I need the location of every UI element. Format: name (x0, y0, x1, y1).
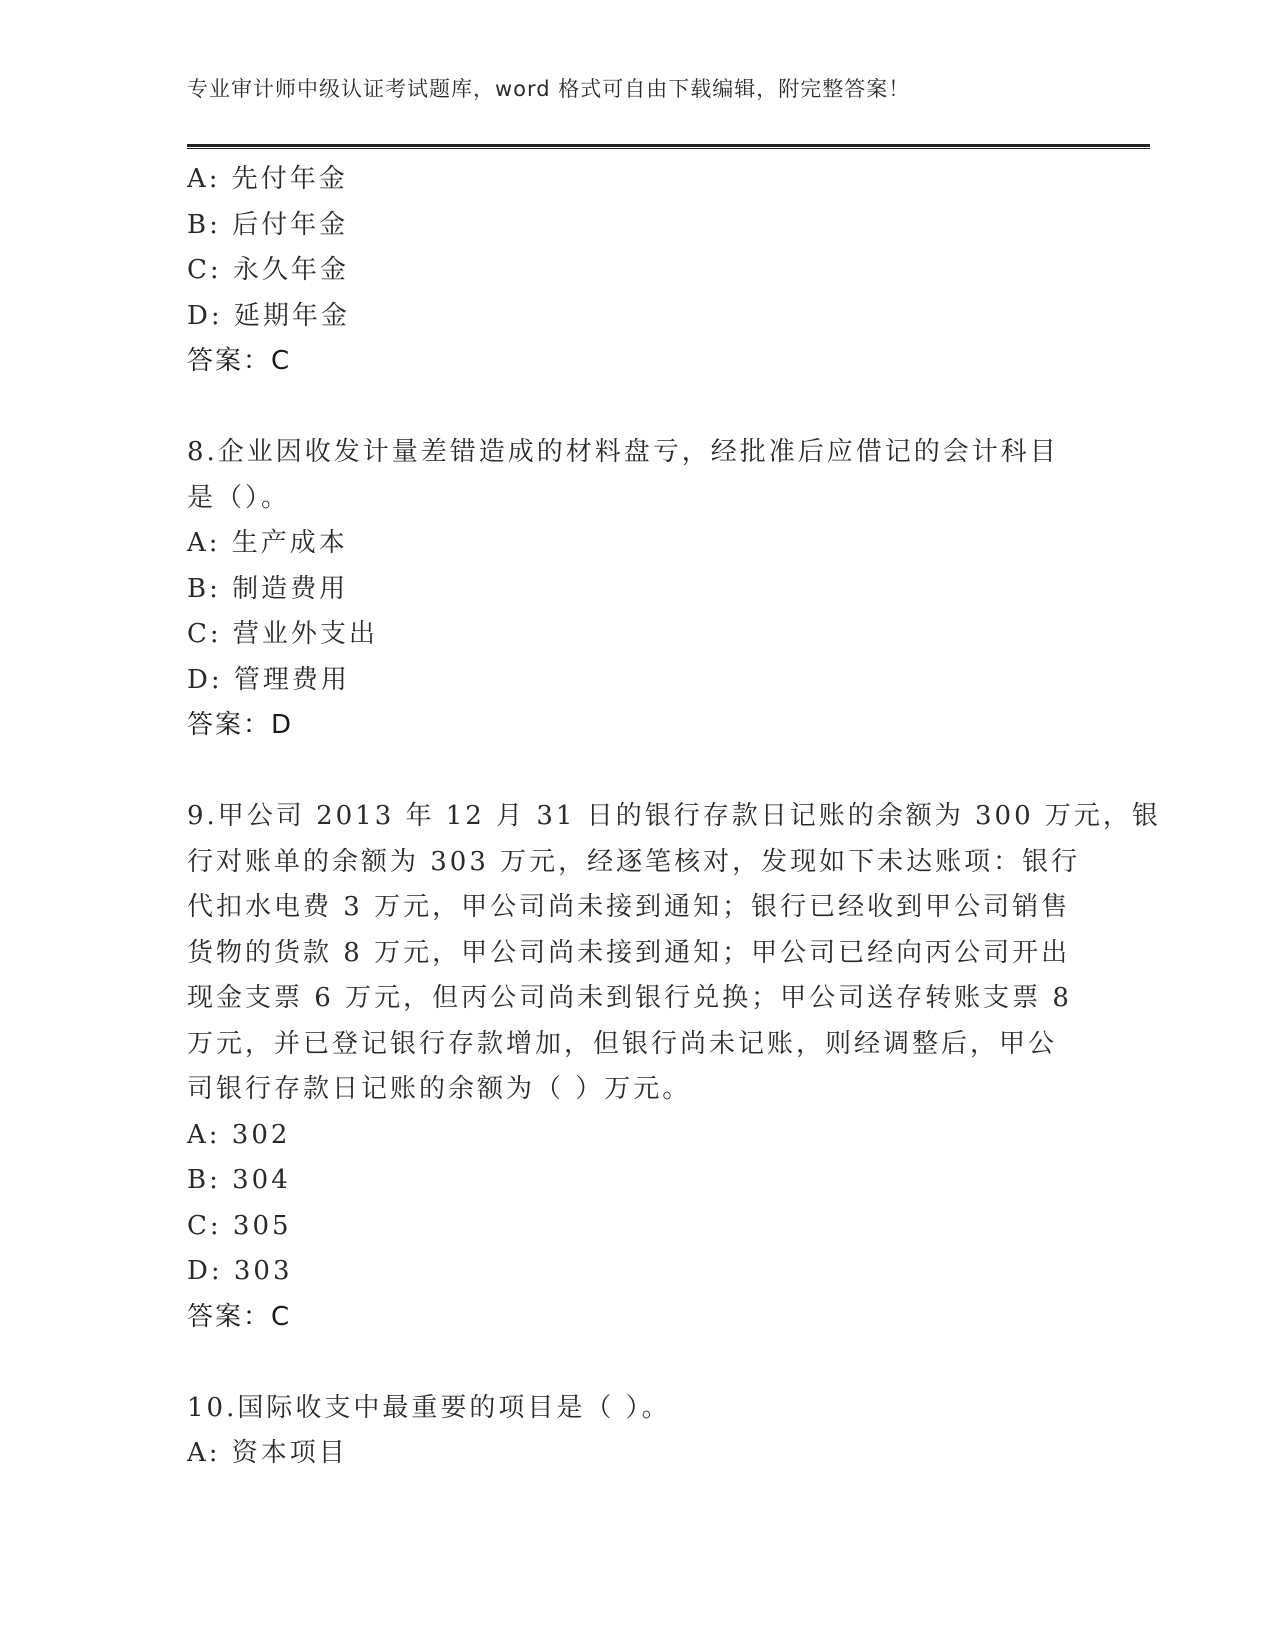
option-c: C: 永久年金 (187, 255, 349, 285)
option-a: A: 先付年金 (187, 164, 348, 194)
question-text-line: 10.国际收支中最重要的项目是（ ）。 (187, 1392, 671, 1423)
question-text-line: 现金支票 6 万元，但丙公司尚未到银行兑换；甲公司送存转账支票 8 (187, 983, 1072, 1013)
question-text-line: 万元，并已登记银行存款增加，但银行尚未记账，则经调整后，甲公 (187, 1028, 1058, 1059)
question-text-line: 9.甲公司 2013 年 12 月 31 日的银行存款日记账的余额为 300 万元，银 (187, 801, 1161, 831)
option-d: D: 管理费用 (187, 664, 350, 695)
header-divider (187, 144, 1150, 149)
spacer (187, 385, 1087, 431)
answer-line: 答案：C (187, 1301, 292, 1332)
question-text-line: 代扣水电费 3 万元，甲公司尚未接到通知；银行已经收到甲公司销售 (187, 892, 1071, 922)
answer-line: 答案：C (187, 346, 292, 376)
spacer (187, 1340, 1087, 1386)
question-text-line: 货物的货款 8 万元，甲公司尚未接到通知；甲公司已经向丙公司开出 (187, 937, 1071, 968)
option-d: D: 延期年金 (187, 300, 350, 331)
question-text-line: 行对账单的余额为 303 万元，经逐笔核对，发现如下未达账项：银行 (187, 846, 1081, 877)
question-content (187, 157, 1161, 1477)
option-b: B: 后付年金 (187, 209, 349, 240)
option-c: C: 营业外支出 (187, 619, 378, 649)
option-a: A: 资本项目 (187, 1438, 348, 1468)
option-a: A: 302 (187, 1119, 291, 1150)
option-a: A: 生产成本 (187, 528, 348, 558)
question-8 (187, 430, 1087, 749)
question-text-line: 司银行存款日记账的余额为（ ）万元。 (187, 1074, 692, 1104)
answer-line: 答案：D (187, 710, 294, 740)
option-b: B: 制造费用 (187, 573, 349, 604)
question-text-line: 是（）。 (187, 482, 291, 513)
option-c: C: 305 (187, 1210, 292, 1241)
document-header: 专业审计师中级认证考试题库，word 格式可自由下载编辑，附完整答案！ (187, 77, 911, 101)
option-b: B: 304 (187, 1165, 291, 1195)
spacer (187, 749, 1087, 795)
question-10 (187, 1386, 1087, 1477)
question-7 (187, 157, 1087, 385)
question-text-line: 8.企业因收发计量差错造成的材料盘亏，经批准后应借记的会计科目 (187, 437, 1059, 467)
question-9 (187, 794, 1161, 1340)
option-d: D: 303 (187, 1256, 293, 1286)
